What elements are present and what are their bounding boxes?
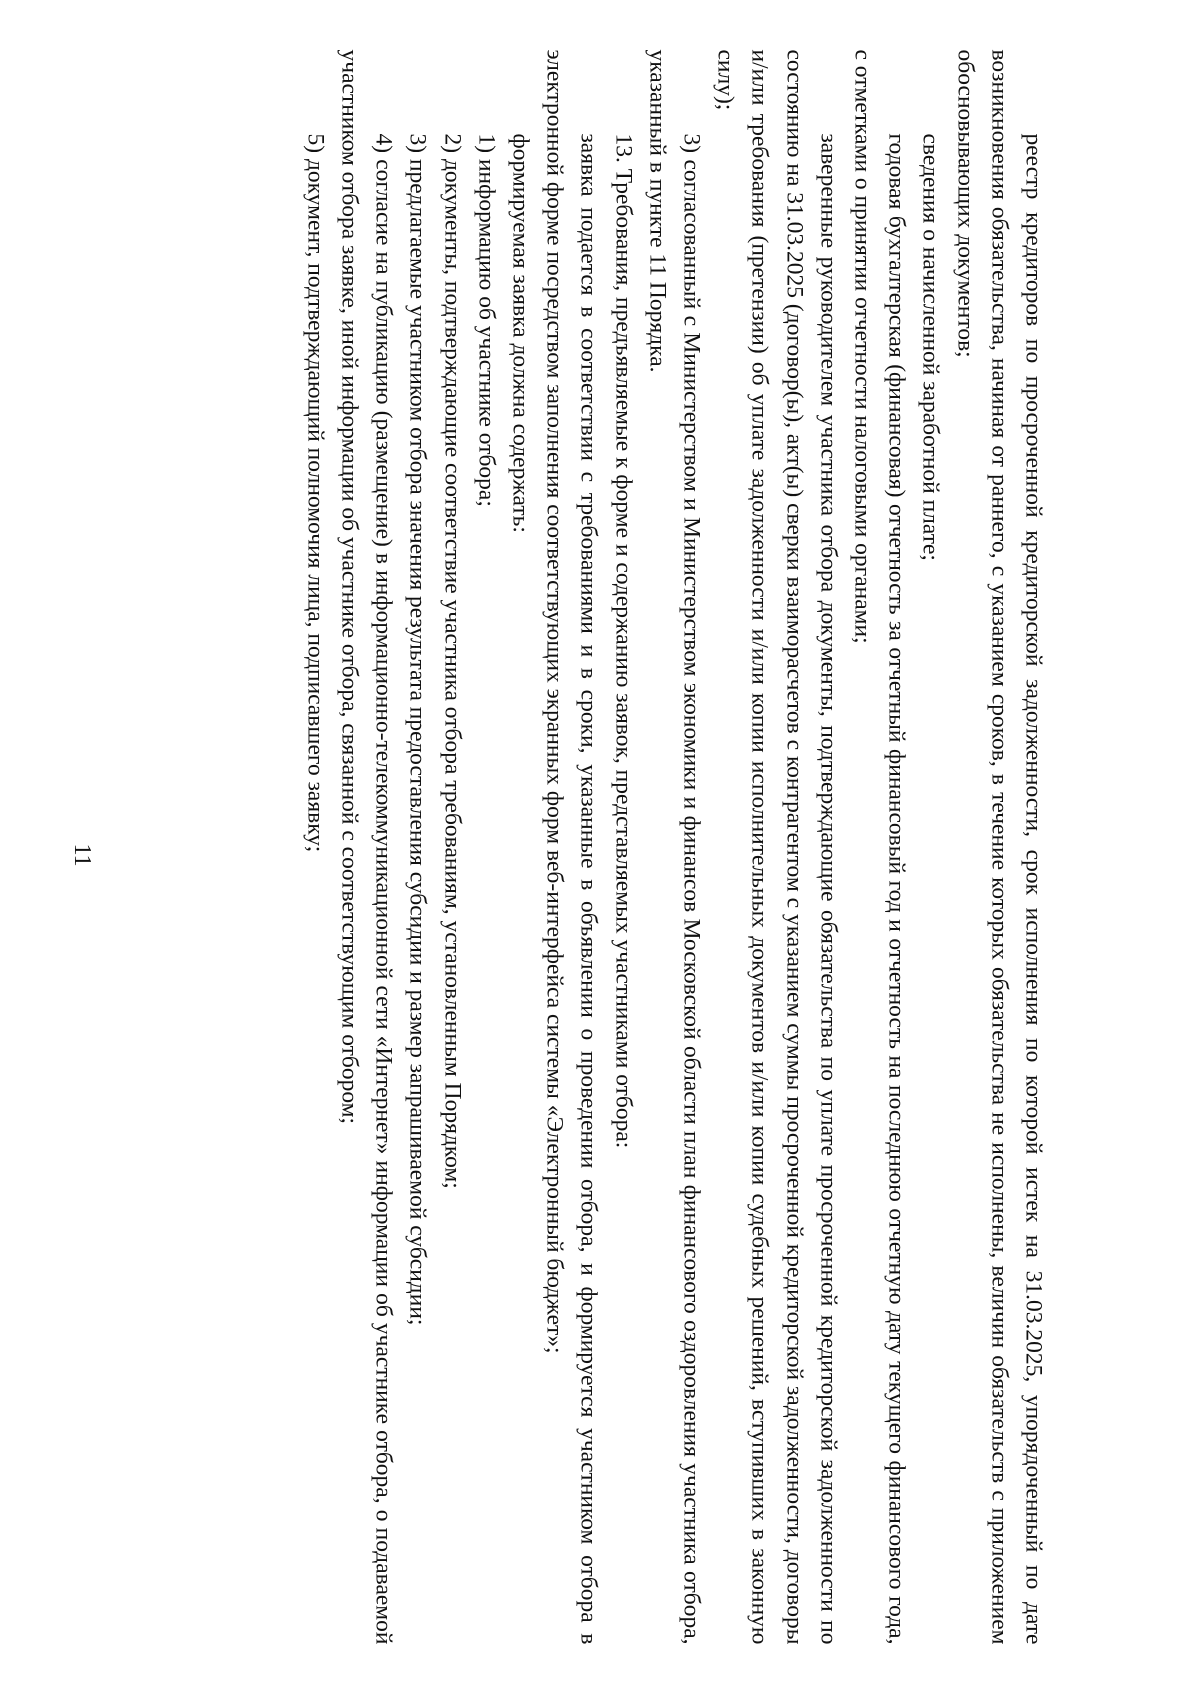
list-item-publication-consent: 4) согласие на публикацию (размещение) в информационно-телекоммуникационной сети «Интернет» информации об участнике отбора, о подаваемой участником отбора заявке, иной информации об участнике отбора, связанной с соответствующим отбором; (336, 49, 397, 1645)
list-item-compliance-docs: 2) документы, подтверждающие соответствие участника отбора требованиям, установленным Порядком; (439, 133, 466, 1189)
paragraph-application-submission: заявка подается в соответствии с требованиями и в сроки, указанные в объявлении о проведении отбора, и формируется участником отбора в электронной форме посредством заполнения соответствующих экранных форм веб-интерфейса системы «Электронный бюджет»; (541, 49, 602, 1645)
paragraph-annual-reporting: годовая бухгалтерская (финансовая) отчетность за отчетный финансовый год и отчетность на последнюю отчетную дату текущего финансового года, с отметками о принятии отчетности налоговыми органами; (849, 49, 910, 1645)
paragraph-salary-info: сведения о начисленной заработной плате; (917, 133, 944, 561)
paragraph-creditors-registry: реестр кредиторов по просроченной кредиторской задолженности, срок исполнения по которой истек на 31.03.2025, упорядоченный по дате возникновения обязательства, начиная от раннего, с указанием сроков, в течение которых обязательства не исполнены, величин обязательств с приложением обосновывающих документов; (952, 49, 1047, 1645)
paragraph-certified-documents: заверенные руководителем участника отбора документы, подтверждающие обязательства по уплате просроченной кредиторской задолженности по состоянию на 31.03.2025 (договор(ы), акт(ы) сверки взаиморасчетов с контрагентом с указанием суммы просроченной кредиторской задолженности, договоры и/или требования (претензии) об уплате задолженности и/или копии исполнительных документов и/или копии судебных решений, вступивших в законную силу); (712, 49, 842, 1645)
paragraph-section-13: 13. Требования, предъявляемые к форме и содержанию заявок, представляемых участниками отбора: (610, 133, 637, 1149)
paragraph-recovery-plan: 3) согласованный с Министерством и Министерством экономики и финансов Московской области план финансового оздоровления участника отбора, указанный в пункте 11 Порядка. (644, 49, 705, 1645)
list-item-subsidy-values: 3) предлагаемые участником отбора значения результата предоставления субсидии и размер запрашиваемой субсидии; (404, 133, 431, 1326)
list-item-authority-document: 5) документ, подтверждающий полномочия лица, подписавшего заявку; (302, 133, 329, 853)
list-item-participant-info: 1) информацию об участнике отбора; (473, 133, 500, 507)
document-body (161, 50, 1051, 1645)
paragraph-application-contents: формируемая заявка должна содержать: (507, 133, 534, 533)
page-number: 11 (69, 843, 95, 867)
